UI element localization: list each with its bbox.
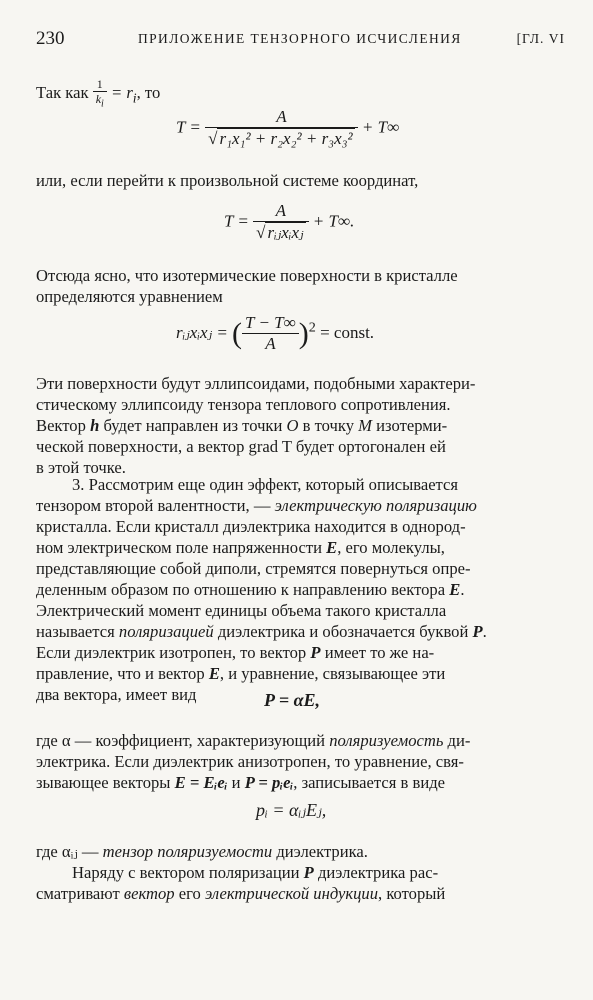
text-span: . [482,622,487,641]
equation-ellipsoid [176,314,374,354]
eq3-exponent: 2 [308,319,316,336]
fraction-numerator: 1 [93,78,107,92]
text-line: электрика. Если диэлектрик анизотропен, то уравнение, свя- [36,752,464,771]
text-span: ди- [447,731,471,750]
text-span: где α — коэффициент, характеризующий [36,731,326,750]
text-line: два вектора, имеет вид [36,685,197,704]
text-line [36,730,558,751]
text-line: кристалла. Если кристалл диэлектрика находится в однород- [36,517,466,536]
text-line: Эти поверхности будут эллипсоидами, подобными характери- [36,374,476,393]
text-span: , и уравнение, связывающее эти [219,664,446,683]
vector-e: E [326,538,338,557]
paragraph-arbitrary-coords: или, если перейти к произвольной системе координат, [36,171,419,190]
text-span: Вектор [36,416,86,435]
eq1-numerator: A [205,108,358,128]
fraction-inverse-k [93,78,107,111]
text-span: . [460,580,465,599]
text-span: , записывается в виде [293,773,446,792]
text-line: Электрический момент единицы объема такого кристалла [36,601,447,620]
text-line [36,495,558,516]
text-line [36,621,558,642]
vector-p: P [310,643,321,662]
text-span: Если диэлектрик изотропен, то вектор [36,643,307,662]
eq2-rhs: + T∞. [312,211,355,231]
text-line: определяются уравнением [36,287,223,306]
text-line [36,772,558,793]
paragraph-intro [36,78,558,111]
eq2-denominator: √ rᵢⱼxᵢxⱼ [256,222,304,242]
right-paren: ) [298,317,309,351]
equation-anisotropic: pᵢ = αᵢⱼEⱼ, [256,800,327,820]
text-span: сматривают [36,884,120,903]
frac-den-sub: i [101,98,104,110]
eq2-numerator: A [253,202,308,222]
text-line: в этой точке. [36,458,126,477]
text-span: диэлектрика и обозначается буквой [217,622,469,641]
rhs-r-sub: i [132,90,137,106]
term-polarizability: поляризуемость [329,731,444,750]
text-span: зывающее векторы [36,773,171,792]
text-span: называется [36,622,115,641]
vector-h: h [90,416,100,435]
paragraph-isotherm [36,265,558,307]
point-o: O [286,416,299,435]
text-span: диэлектрика. [276,842,368,861]
eq3-rhs: = const. [320,322,375,342]
text-span: тензором второй валентности, — [36,496,271,515]
running-header [36,28,565,52]
equation-isotropic: P = αE, [264,690,321,710]
text-line: представляющие собой диполи, стремятся повернуться опре- [36,559,471,578]
frac-den-k: k [95,92,102,107]
eq3-fraction [242,314,299,354]
left-paren: ( [232,317,243,351]
text-span: его [178,884,201,903]
eq3-lhs: rᵢⱼxᵢxⱼ = [176,322,228,342]
vector-e: E [208,664,220,683]
text-span: где αᵢⱼ — [36,842,99,861]
text-span: ном электрическом поле напряженности [36,538,322,557]
text-span: Наряду с вектором поляризации [72,863,300,882]
equation-temperature [176,108,399,149]
text-line [36,579,558,600]
term-electric-polarization: электрическую поляризацию [274,496,477,515]
fraction-denominator [93,92,107,110]
paragraph-polarization [36,474,558,705]
term-polarizability-tensor: тензор поляризуемости [102,842,273,861]
paragraph-induction [36,862,558,904]
equation-temperature-general [224,202,354,243]
text-line: стическому эллипсоиду тензора теплового сопротивления. [36,395,451,414]
eq2-radicand: rᵢⱼxᵢxⱼ [267,222,304,242]
text-span: будет направлен из точки [103,416,283,435]
text-span: изотерми- [376,416,448,435]
text-line: Отсюда ясно, что изотермические поверхности в кристалле [36,266,458,285]
term-vector: вектор [123,884,175,903]
text-span: диэлектрика рас- [317,863,439,882]
text-line [36,642,558,663]
term-electric-induction: электрической индукции [204,884,379,903]
page-number: 230 [36,28,65,49]
eq1-lhs: T = [176,117,201,137]
text-line [36,663,558,684]
paragraph-tensor-definition [36,841,558,862]
text-span: правление, что и вектор [36,664,205,683]
vector-p: P [472,622,483,641]
text-span: , который [378,884,446,903]
text-span: и [231,773,241,792]
text-span: имеет то же на- [324,643,435,662]
text-line [36,537,558,558]
paragraph-ellipsoids [36,373,558,478]
text-span: , его молекулы, [337,538,445,557]
text-lead: Так как [36,83,89,103]
term-polarization: поляризацией [118,622,214,641]
eq1-fraction [205,108,358,149]
eq1-radicand: r₁x₁² + r₂x₂² + r₃x₃² [219,128,353,148]
eq1-denominator: √ r₁x₁² + r₂x₂² + r₃x₃² [208,128,353,148]
text-line: 3. Рассмотрим еще один эффект, который описывается [72,475,459,494]
text-line [36,883,558,904]
paragraph-anisotropic [36,730,558,793]
chapter-marker: [ГЛ. VI [516,31,565,46]
rhs-r: = r [110,83,133,103]
eq2-lhs: T = [224,211,249,231]
formula-e-components: E = Eᵢeᵢ [174,773,228,792]
running-title: ПРИЛОЖЕНИЕ ТЕНЗОРНОГО ИСЧИСЛЕНИЯ [138,31,462,46]
text-line: ческой поверхности, а вектор grad T будет ортогонален ей [36,437,446,456]
eq2-fraction [253,202,308,243]
text-tail: , то [136,83,161,103]
vector-p: P [303,863,314,882]
text-line [36,415,558,436]
eq3-denominator: A [265,333,276,353]
formula-r-i [110,83,137,106]
eq1-rhs: + T∞ [361,117,400,137]
eq3-numerator: T − T∞ [242,314,299,334]
formula-p-components: P = pᵢeᵢ [244,773,294,792]
text-span: в точку [302,416,355,435]
point-m: M [358,416,372,435]
text-line [36,862,558,883]
text-span: деленным образом по отношению к направлению вектора [36,580,446,599]
vector-e: E [449,580,461,599]
